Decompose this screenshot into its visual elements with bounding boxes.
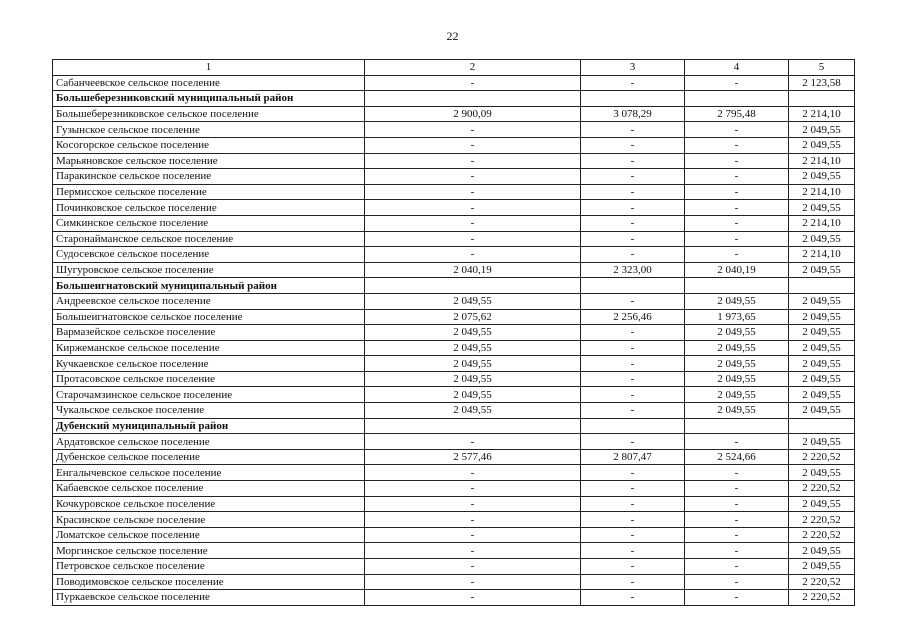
column-2-value: - (365, 543, 581, 559)
column-2-value: 2 049,55 (365, 403, 581, 419)
table-row (53, 465, 855, 481)
column-3-value: - (581, 215, 685, 231)
column-header-3: 3 (581, 60, 685, 76)
column-2-value: - (365, 231, 581, 247)
column-2-value: 2 040,19 (365, 262, 581, 278)
table-row (53, 169, 855, 185)
table-row (53, 403, 855, 419)
column-4-value: 2 049,55 (685, 340, 789, 356)
table-row (53, 356, 855, 372)
column-5-value: 2 049,55 (789, 387, 855, 403)
settlement-name-cell: Ардатовское сельское поселение (53, 434, 365, 450)
settlement-name-cell: Пермисское сельское поселение (53, 184, 365, 200)
column-4-value: - (685, 559, 789, 575)
column-5-value: 2 049,55 (789, 496, 855, 512)
settlement-name-cell: Шугуровское сельское поселение (53, 262, 365, 278)
column-2-value: - (365, 137, 581, 153)
column-3-value (581, 91, 685, 107)
settlement-name-cell: Марьяновское сельское поселение (53, 153, 365, 169)
column-4-value: - (685, 122, 789, 138)
table-row (53, 325, 855, 341)
column-2-value: - (365, 247, 581, 263)
column-4-value: - (685, 527, 789, 543)
column-4-value: - (685, 184, 789, 200)
column-5-value: 2 220,52 (789, 527, 855, 543)
column-2-value: - (365, 574, 581, 590)
table-row (53, 496, 855, 512)
column-4-value: 2 049,55 (685, 293, 789, 309)
settlement-name-cell: Андреевское сельское поселение (53, 293, 365, 309)
column-3-value: 2 807,47 (581, 449, 685, 465)
settlement-name-cell: Поводимовское сельское поселение (53, 574, 365, 590)
column-3-value: - (581, 247, 685, 263)
settlement-name-cell: Гузынское сельское поселение (53, 122, 365, 138)
column-5-value: 2 049,55 (789, 356, 855, 372)
column-2-value (365, 418, 581, 434)
column-4-value (685, 91, 789, 107)
column-2-value (365, 91, 581, 107)
column-3-value: - (581, 371, 685, 387)
page-number: 22 (446, 29, 459, 43)
table-row (53, 122, 855, 138)
column-4-value: 2 049,55 (685, 403, 789, 419)
column-5-value: 2 049,55 (789, 122, 855, 138)
column-3-value: 2 323,00 (581, 262, 685, 278)
settlement-name-cell: Пуркаевское сельское поселение (53, 590, 365, 606)
column-3-value: - (581, 403, 685, 419)
column-5-value: 2 214,10 (789, 106, 855, 122)
column-4-value: - (685, 465, 789, 481)
settlement-name-cell: Старонайманское сельское поселение (53, 231, 365, 247)
column-3-value: - (581, 434, 685, 450)
column-5-value (789, 278, 855, 294)
column-2-value: 2 049,55 (365, 325, 581, 341)
column-2-value: - (365, 169, 581, 185)
settlement-name-cell: Протасовское сельское поселение (53, 371, 365, 387)
column-2-value: - (365, 200, 581, 216)
settlement-name-cell: Старочамзинское сельское поселение (53, 387, 365, 403)
table-row (53, 215, 855, 231)
column-2-value: 2 049,55 (365, 387, 581, 403)
column-4-value: 2 040,19 (685, 262, 789, 278)
table-row (53, 340, 855, 356)
column-3-value: - (581, 465, 685, 481)
column-5-value: 2 049,55 (789, 231, 855, 247)
table-body (53, 75, 855, 605)
column-2-value: - (365, 215, 581, 231)
column-5-value: 2 049,55 (789, 169, 855, 185)
settlement-name-cell: Косогорское сельское поселение (53, 137, 365, 153)
settlement-name-cell: Починковское сельское поселение (53, 200, 365, 216)
column-4-value: - (685, 137, 789, 153)
tariff-table (52, 59, 855, 606)
column-4-value: - (685, 496, 789, 512)
settlement-name-cell: Енгалычевское сельское поселение (53, 465, 365, 481)
column-5-value (789, 91, 855, 107)
column-3-value: - (581, 512, 685, 528)
column-2-value: 2 075,62 (365, 309, 581, 325)
district-header-row (53, 91, 855, 107)
column-5-value: 2 220,52 (789, 590, 855, 606)
column-2-value: 2 049,55 (365, 371, 581, 387)
column-5-value: 2 214,10 (789, 215, 855, 231)
column-3-value: - (581, 340, 685, 356)
column-4-value: - (685, 247, 789, 263)
column-5-value: 2 214,10 (789, 184, 855, 200)
column-4-value (685, 418, 789, 434)
column-4-value: - (685, 231, 789, 247)
column-2-value: - (365, 465, 581, 481)
column-3-value: - (581, 200, 685, 216)
column-3-value: - (581, 356, 685, 372)
column-3-value: - (581, 153, 685, 169)
column-5-value: 2 049,55 (789, 137, 855, 153)
column-4-value: 2 795,48 (685, 106, 789, 122)
column-3-value: - (581, 574, 685, 590)
column-2-value: - (365, 590, 581, 606)
column-4-value: - (685, 153, 789, 169)
table-row (53, 590, 855, 606)
column-2-value: 2 577,46 (365, 449, 581, 465)
column-header-1: 1 (53, 60, 365, 76)
column-2-value: - (365, 184, 581, 200)
column-header-2: 2 (365, 60, 581, 76)
settlement-name-cell: Судосевское сельское поселение (53, 247, 365, 263)
column-5-value: 2 049,55 (789, 309, 855, 325)
settlement-name-cell: Дубенское сельское поселение (53, 449, 365, 465)
column-5-value: 2 049,55 (789, 465, 855, 481)
column-5-value: 2 220,52 (789, 481, 855, 497)
column-3-value: - (581, 543, 685, 559)
column-4-value: - (685, 75, 789, 91)
column-3-value: - (581, 527, 685, 543)
column-2-value: - (365, 434, 581, 450)
column-4-value: 2 524,66 (685, 449, 789, 465)
table-row (53, 75, 855, 91)
settlement-name-cell: Петровское сельское поселение (53, 559, 365, 575)
column-5-value: 2 123,58 (789, 75, 855, 91)
column-3-value: - (581, 137, 685, 153)
column-header-5: 5 (789, 60, 855, 76)
column-3-value: - (581, 559, 685, 575)
column-2-value (365, 278, 581, 294)
column-4-value: - (685, 574, 789, 590)
column-3-value: - (581, 293, 685, 309)
column-3-value: - (581, 122, 685, 138)
column-4-value: - (685, 434, 789, 450)
column-2-value: - (365, 527, 581, 543)
table-row (53, 387, 855, 403)
column-2-value: 2 049,55 (365, 293, 581, 309)
column-2-value: - (365, 481, 581, 497)
column-4-value: - (685, 169, 789, 185)
table-row (53, 184, 855, 200)
column-5-value: 2 049,55 (789, 340, 855, 356)
table-row (53, 434, 855, 450)
column-5-value: 2 049,55 (789, 200, 855, 216)
table-row (53, 153, 855, 169)
table-row (53, 543, 855, 559)
column-4-value: 2 049,55 (685, 356, 789, 372)
column-2-value: 2 049,55 (365, 340, 581, 356)
table-row (53, 247, 855, 263)
table-row (53, 200, 855, 216)
table-row (53, 293, 855, 309)
column-3-value: - (581, 590, 685, 606)
table-row (53, 231, 855, 247)
settlement-name-cell: Кабаевское сельское поселение (53, 481, 365, 497)
column-2-value: - (365, 559, 581, 575)
column-4-value: - (685, 590, 789, 606)
column-2-value: - (365, 122, 581, 138)
settlement-name-cell: Киржеманское сельское поселение (53, 340, 365, 356)
column-3-value (581, 278, 685, 294)
column-3-value: - (581, 184, 685, 200)
column-4-value: - (685, 543, 789, 559)
column-header-4: 4 (685, 60, 789, 76)
column-3-value: - (581, 169, 685, 185)
table-row (53, 371, 855, 387)
column-5-value: 2 049,55 (789, 543, 855, 559)
column-5-value: 2 220,52 (789, 574, 855, 590)
column-5-value: 2 049,55 (789, 559, 855, 575)
column-3-value: 3 078,29 (581, 106, 685, 122)
column-3-value: - (581, 481, 685, 497)
column-2-value: 2 049,55 (365, 356, 581, 372)
column-5-value: 2 220,52 (789, 449, 855, 465)
table-row (53, 262, 855, 278)
column-5-value: 2 049,55 (789, 293, 855, 309)
column-5-value: 2 049,55 (789, 262, 855, 278)
column-3-value: - (581, 325, 685, 341)
column-2-value: - (365, 153, 581, 169)
column-4-value: 1 973,65 (685, 309, 789, 325)
column-2-value: - (365, 512, 581, 528)
column-4-value: - (685, 200, 789, 216)
column-3-value (581, 418, 685, 434)
column-4-value: - (685, 215, 789, 231)
column-2-value: - (365, 496, 581, 512)
table-row (53, 449, 855, 465)
district-name-cell: Большеберезниковский муниципальный район (53, 91, 365, 107)
settlement-name-cell: Большеигнатовское сельское поселение (53, 309, 365, 325)
settlement-name-cell: Симкинское сельское поселение (53, 215, 365, 231)
district-header-row (53, 418, 855, 434)
table-row (53, 512, 855, 528)
column-2-value: - (365, 75, 581, 91)
column-5-value: 2 049,55 (789, 371, 855, 387)
column-5-value: 2 049,55 (789, 325, 855, 341)
district-name-cell: Большеигнатовский муниципальный район (53, 278, 365, 294)
table-row (53, 481, 855, 497)
district-name-cell: Дубенский муниципальный район (53, 418, 365, 434)
column-5-value: 2 220,52 (789, 512, 855, 528)
column-3-value: - (581, 231, 685, 247)
table-row (53, 106, 855, 122)
table-row (53, 574, 855, 590)
table-row (53, 137, 855, 153)
column-5-value: 2 049,55 (789, 403, 855, 419)
settlement-name-cell: Ломатское сельское поселение (53, 527, 365, 543)
column-5-value: 2 214,10 (789, 247, 855, 263)
column-5-value: 2 049,55 (789, 434, 855, 450)
column-3-value: 2 256,46 (581, 309, 685, 325)
column-4-value: - (685, 512, 789, 528)
column-4-value: - (685, 481, 789, 497)
settlement-name-cell: Сабанчеевское сельское поселение (53, 75, 365, 91)
table-row (53, 559, 855, 575)
column-4-value: 2 049,55 (685, 387, 789, 403)
settlement-name-cell: Чукальское сельское поселение (53, 403, 365, 419)
settlement-name-cell: Паракинское сельское поселение (53, 169, 365, 185)
column-4-value (685, 278, 789, 294)
table-row (53, 309, 855, 325)
column-4-value: 2 049,55 (685, 371, 789, 387)
settlement-name-cell: Кучкаевское сельское поселение (53, 356, 365, 372)
column-3-value: - (581, 75, 685, 91)
column-3-value: - (581, 496, 685, 512)
column-5-value (789, 418, 855, 434)
column-2-value: 2 900,09 (365, 106, 581, 122)
district-header-row (53, 278, 855, 294)
settlement-name-cell: Большеберезниковское сельское поселение (53, 106, 365, 122)
table-header-row (53, 60, 855, 76)
table-row (53, 527, 855, 543)
settlement-name-cell: Вармазейское сельское поселение (53, 325, 365, 341)
settlement-name-cell: Красинское сельское поселение (53, 512, 365, 528)
settlement-name-cell: Кочкуровское сельское поселение (53, 496, 365, 512)
settlement-name-cell: Моргинское сельское поселение (53, 543, 365, 559)
column-3-value: - (581, 387, 685, 403)
column-5-value: 2 214,10 (789, 153, 855, 169)
column-4-value: 2 049,55 (685, 325, 789, 341)
